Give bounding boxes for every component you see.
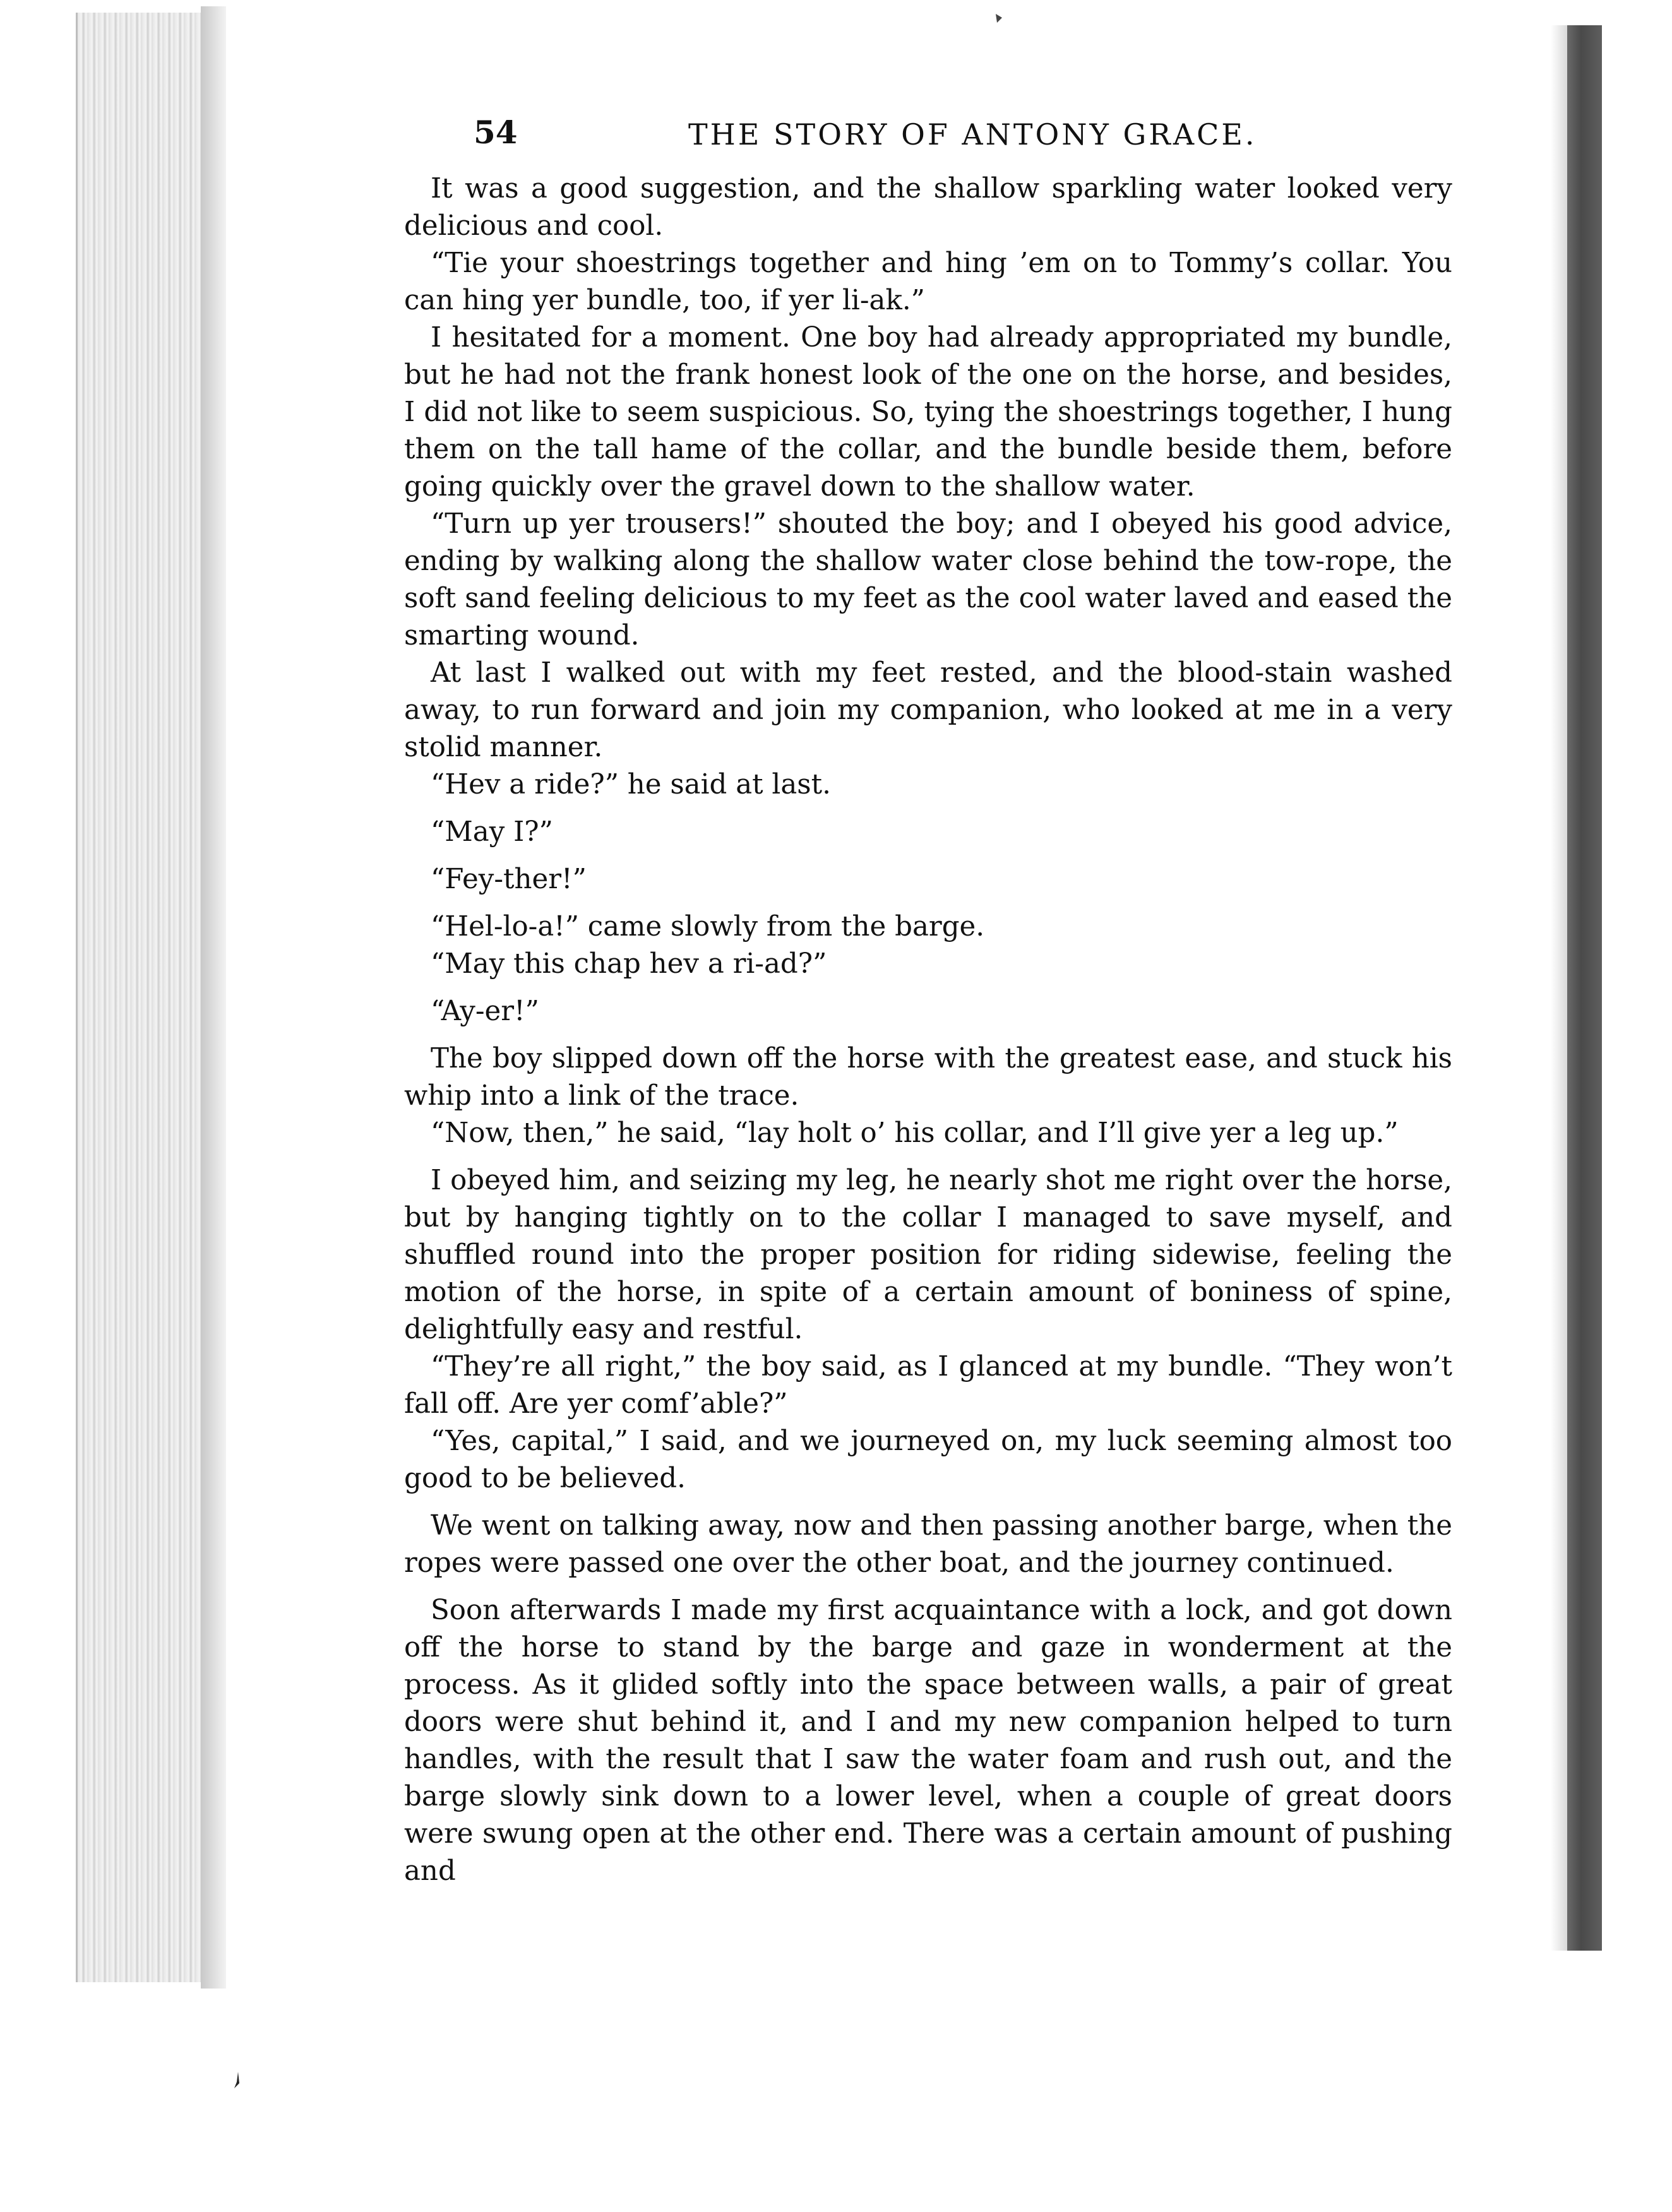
paragraph: “Turn up yer trousers!” shouted the boy; and I obeyed his good advice, ending by walking along the shallow water close behind the tow-rope, the soft sand feeling delicious to my feet as the cool water laved and eased the smarting wound. (404, 508, 1452, 651)
paragraph: “Now, then,” he said, “lay holt o’ his collar, and I’ll give yer a leg up.” (431, 1117, 1399, 1149)
paragraph: The boy slipped down off the horse with the greatest ease, and stuck his whip into a link of the trace. (404, 1043, 1452, 1112)
dialog-line: “Hel-lo-a!” came slowly from the barge. (431, 911, 985, 942)
book-page (404, 101, 1452, 1890)
paragraph: “They’re all right,” the boy said, as I glanced at my bundle. “They won’t fall off. Are yer comf’able?” (404, 1351, 1452, 1420)
body-text (404, 170, 1452, 1890)
page-number: 54 (474, 114, 518, 151)
page-header (404, 101, 1452, 170)
book-cover-edge (1567, 25, 1602, 1951)
paragraph: “Yes, capital,” I said, and we journeyed on, my luck seeming almost too good to be believed. (404, 1425, 1452, 1494)
paragraph: I hesitated for a moment. One boy had already appropriated my bundle, but he had not the frank honest look of the one on the horse, and besides, I did not like to seem suspicious. So, tying the shoestrings together, I hung them on the tall hame of the collar, and the bundle beside them, before going quickly over the gravel down to the shallow water. (404, 322, 1452, 502)
page-edge-right (1551, 25, 1567, 1951)
paragraph: I obeyed him, and seizing my leg, he nearly shot me right over the horse, but by hanging tightly on to the collar I managed to save myself, and shuffled round into the proper position for riding sidewise, feeling the motion of the horse, in spite of a certain amount of boniness of spine, delightfully easy and restful. (404, 1165, 1452, 1345)
paragraph: Soon afterwards I made my first acquaintance with a lock, and got down off the horse to stand by the barge and gaze in wonderment at the process. As it glided softly into the space between walls, a pair of great doors were shut behind it, and I and my new companion helped to turn handles, with the result that I saw the water foam and rush out, and the barge slowly sink down to a lower level, when a couple of great doors were swung open at the other end. There was a certain amount of pushing and (404, 1595, 1452, 1887)
paragraph: “Tie your shoestrings together and hing ’em on to Tommy’s collar. You can hing yer bundle, too, if yer li-ak.” (404, 247, 1452, 316)
dialog-line: “Ay-er!” (431, 996, 539, 1027)
dialog-line: “Fey-ther!” (431, 864, 587, 895)
paragraph: We went on talking away, now and then passing another barge, when the ropes were passed one over the other boat, and the journey continued. (404, 1510, 1452, 1579)
page-edges-binding (76, 13, 213, 1982)
binding-shadow (201, 6, 226, 1989)
dialog-line: “May this chap hev a ri-ad?” (431, 948, 827, 980)
paragraph: It was a good suggestion, and the shallow sparkling water looked very delicious and cool. (404, 173, 1452, 242)
running-head: THE STORY OF ANTONY GRACE. (688, 117, 1257, 152)
scan-speck (230, 2071, 246, 2090)
dialog-line: “Hev a ride?” he said at last. (431, 769, 831, 800)
paragraph: At last I walked out with my feet rested, and the blood-stain washed away, to run forward and join my companion, who looked at me in a very stolid manner. (404, 657, 1452, 763)
dialog-line: “May I?” (431, 816, 553, 848)
scan-speck (994, 13, 1003, 24)
